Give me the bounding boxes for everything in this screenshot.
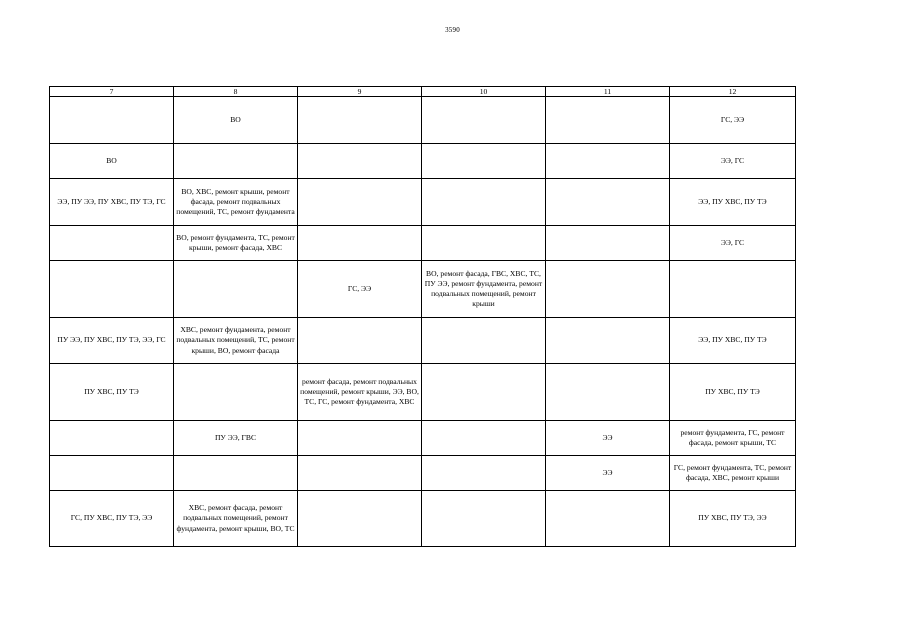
table-row: [50, 144, 796, 179]
table-cell: [50, 226, 174, 261]
table-cell: [422, 97, 546, 144]
table-cell: [422, 456, 546, 491]
table-cell: [670, 261, 796, 318]
table-row: [50, 456, 796, 491]
table-cell: [422, 421, 546, 456]
column-header-7: 7: [50, 87, 174, 97]
table-cell: ГС, ремонт фундамента, ТС, ремонт фасада, ХВС, ремонт крыши: [670, 456, 796, 491]
table-cell: ЭЭ, ГС: [670, 144, 796, 179]
table-cell: ПУ ЭЭ, ГВС: [174, 421, 298, 456]
table-cell: [298, 491, 422, 547]
table-cell: ремонт фасада, ремонт подвальных помещений, ремонт крыши, ЭЭ, ВО, ТС, ГС, ремонт фундамента, ХВС: [298, 364, 422, 421]
table-cell: ПУ ХВС, ПУ ТЭ: [670, 364, 796, 421]
table-cell: [298, 144, 422, 179]
table-cell: [298, 318, 422, 364]
table-cell: [422, 318, 546, 364]
column-header-8: 8: [174, 87, 298, 97]
table-cell: ВО, ремонт фасада, ГВС, ХВС, ТС, ПУ ЭЭ, ремонт фундамента, ремонт подвальных помещений, ремонт крыши: [422, 261, 546, 318]
column-header-11: 11: [546, 87, 670, 97]
table-cell: ХВС, ремонт фундамента, ремонт подвальных помещений, ТС, ремонт крыши, ВО, ремонт фасада: [174, 318, 298, 364]
table-row: [50, 226, 796, 261]
table-cell: [422, 491, 546, 547]
table-row: [50, 261, 796, 318]
table-cell: [50, 456, 174, 491]
data-table: [49, 86, 796, 547]
table-cell: ПУ ХВС, ПУ ТЭ: [50, 364, 174, 421]
table-cell: ЭЭ: [546, 421, 670, 456]
table-cell: ВО, ремонт фундамента, ТС, ремонт крыши, ремонт фасада, ХВС: [174, 226, 298, 261]
page-number: 3590: [445, 26, 460, 34]
table-row: [50, 318, 796, 364]
column-header-12: 12: [670, 87, 796, 97]
table-cell: [422, 226, 546, 261]
table-cell: [546, 144, 670, 179]
table-cell: [298, 226, 422, 261]
table-cell: ВО: [174, 97, 298, 144]
table-cell: [546, 261, 670, 318]
table-cell: [50, 97, 174, 144]
table-cell: ремонт фундамента, ГС, ремонт фасада, ремонт крыши, ТС: [670, 421, 796, 456]
table-cell: [422, 144, 546, 179]
table-row: [50, 179, 796, 226]
table-cell: [422, 179, 546, 226]
table-cell: [298, 97, 422, 144]
column-header-9: 9: [298, 87, 422, 97]
table-cell: ЭЭ, ПУ ЭЭ, ПУ ХВС, ПУ ТЭ, ГС: [50, 179, 174, 226]
table-cell: [546, 226, 670, 261]
table-cell: [50, 421, 174, 456]
column-header-10: 10: [422, 87, 546, 97]
table-cell: [298, 179, 422, 226]
table-row: [50, 364, 796, 421]
table-cell: [174, 364, 298, 421]
table-cell: [298, 456, 422, 491]
table-cell: [546, 318, 670, 364]
table-cell: [298, 421, 422, 456]
table-cell: ВО, ХВС, ремонт крыши, ремонт фасада, ремонт подвальных помещений, ТС, ремонт фундамента: [174, 179, 298, 226]
table-row: [50, 97, 796, 144]
table-cell: [174, 261, 298, 318]
table-cell: [546, 179, 670, 226]
table-cell: ПУ ХВС, ПУ ТЭ, ЭЭ: [670, 491, 796, 547]
table-header-row: [50, 87, 796, 97]
table-cell: ГС, ЭЭ: [298, 261, 422, 318]
table-cell: [422, 364, 546, 421]
table-row: [50, 491, 796, 547]
table-cell: ЭЭ, ГС: [670, 226, 796, 261]
table-row: [50, 421, 796, 456]
table-cell: ЭЭ, ПУ ХВС, ПУ ТЭ: [670, 318, 796, 364]
table-cell: [50, 261, 174, 318]
table-cell: [174, 144, 298, 179]
table-cell: ЭЭ: [546, 456, 670, 491]
table-cell: [546, 97, 670, 144]
table-cell: ВО: [50, 144, 174, 179]
table-cell: ГС, ЭЭ: [670, 97, 796, 144]
table-cell: ГС, ПУ ХВС, ПУ ТЭ, ЭЭ: [50, 491, 174, 547]
table-cell: ЭЭ, ПУ ХВС, ПУ ТЭ: [670, 179, 796, 226]
table-cell: ХВС, ремонт фасада, ремонт подвальных помещений, ремонт фундамента, ремонт крыши, ВО, ТС: [174, 491, 298, 547]
table-cell: [546, 364, 670, 421]
table-cell: [174, 456, 298, 491]
table-cell: [546, 491, 670, 547]
table-cell: ПУ ЭЭ, ПУ ХВС, ПУ ТЭ, ЭЭ, ГС: [50, 318, 174, 364]
